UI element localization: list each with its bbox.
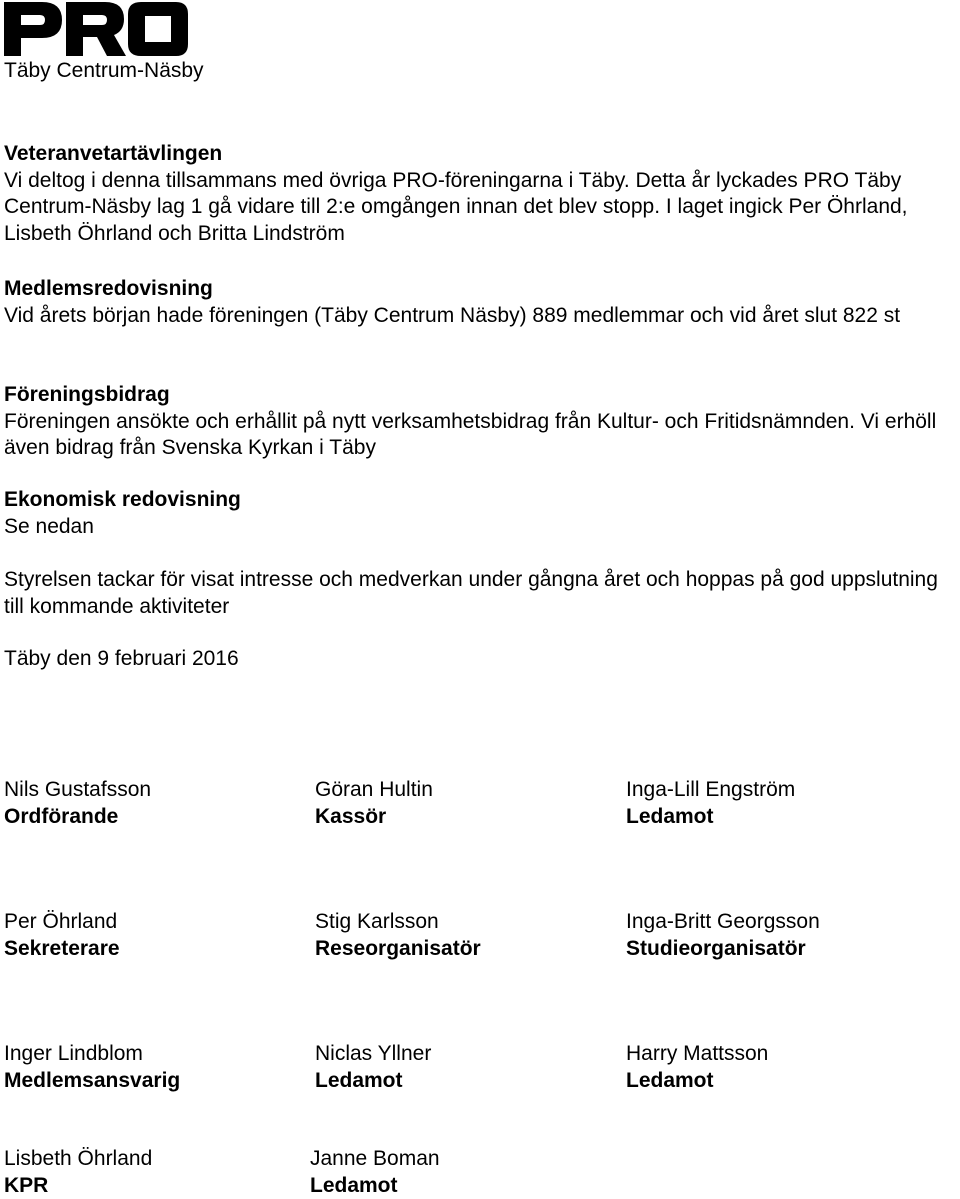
signature-block <box>626 1041 768 1094</box>
section-ekonomisk-redovisning <box>4 487 958 540</box>
section-body: Se nedan <box>4 514 958 541</box>
signature-block <box>4 909 120 962</box>
section-body: Föreningen ansökte och erhållit på nytt verksamhetsbidrag från Kultur- och Fritidsnämnden. Vi erhöll även bidrag från Svenska Kyrkan i Täby <box>4 409 958 462</box>
signature-role: Reseorganisatör <box>315 936 481 963</box>
signature-name: Janne Boman <box>310 1146 440 1173</box>
signature-block <box>4 1041 180 1094</box>
signature-block <box>310 1146 440 1199</box>
signature-role: Ledamot <box>626 804 795 831</box>
signature-name: Inger Lindblom <box>4 1041 180 1068</box>
signature-block <box>315 909 481 962</box>
section-foreningsbidrag <box>4 382 958 462</box>
section-body: Vid årets början hade föreningen (Täby Centrum Näsby) 889 medlemmar och vid året slut 822 st <box>4 303 958 330</box>
signature-role: Ledamot <box>315 1068 431 1095</box>
signature-role: Studieorganisatör <box>626 936 820 963</box>
signature-block <box>315 1041 431 1094</box>
signature-role: Ledamot <box>310 1173 440 1199</box>
signature-name: Inga-Lill Engström <box>626 777 795 804</box>
pro-logo <box>4 0 188 58</box>
signature-block <box>4 777 151 830</box>
section-veteranvetartavlingen <box>4 141 958 247</box>
signature-role: Ordförande <box>4 804 151 831</box>
signature-name: Göran Hultin <box>315 777 433 804</box>
thanks-text: Styrelsen tackar för visat intresse och medverkan under gångna året och hoppas på god uppslutning till kommande aktiviteter <box>4 567 958 620</box>
signature-name: Niclas Yllner <box>315 1041 431 1068</box>
signature-name: Per Öhrland <box>4 909 120 936</box>
signature-role: Sekreterare <box>4 936 120 963</box>
section-heading: Medlemsredovisning <box>4 276 958 303</box>
signature-name: Lisbeth Öhrland <box>4 1146 152 1173</box>
signature-role: Kassör <box>315 804 433 831</box>
signature-block <box>626 777 795 830</box>
signature-name: Harry Mattsson <box>626 1041 768 1068</box>
signature-block <box>315 777 433 830</box>
signature-name: Nils Gustafsson <box>4 777 151 804</box>
section-heading: Ekonomisk redovisning <box>4 487 958 514</box>
date-text: Täby den 9 februari 2016 <box>4 646 958 673</box>
section-heading: Veteranvetartävlingen <box>4 141 958 168</box>
signature-role: KPR <box>4 1173 152 1199</box>
signature-role: Ledamot <box>626 1068 768 1095</box>
thanks-paragraph <box>4 567 958 620</box>
organization-name: Täby Centrum-Näsby <box>4 58 204 84</box>
signature-block <box>626 909 820 962</box>
signature-role: Medlemsansvarig <box>4 1068 180 1095</box>
signature-name: Inga-Britt Georgsson <box>626 909 820 936</box>
section-medlemsredovisning <box>4 276 958 329</box>
section-body: Vi deltog i denna tillsammans med övriga PRO-föreningarna i Täby. Detta år lyckades PRO Täby Centrum-Näsby lag 1 gå vidare till 2:e omgången innan det blev stopp. I laget ingick Per Öhrland, Lisbeth Öhrland och Britta Lindström <box>4 168 958 248</box>
signature-name: Stig Karlsson <box>315 909 481 936</box>
date-line <box>4 646 958 673</box>
signature-block <box>4 1146 152 1199</box>
section-heading: Föreningsbidrag <box>4 382 958 409</box>
